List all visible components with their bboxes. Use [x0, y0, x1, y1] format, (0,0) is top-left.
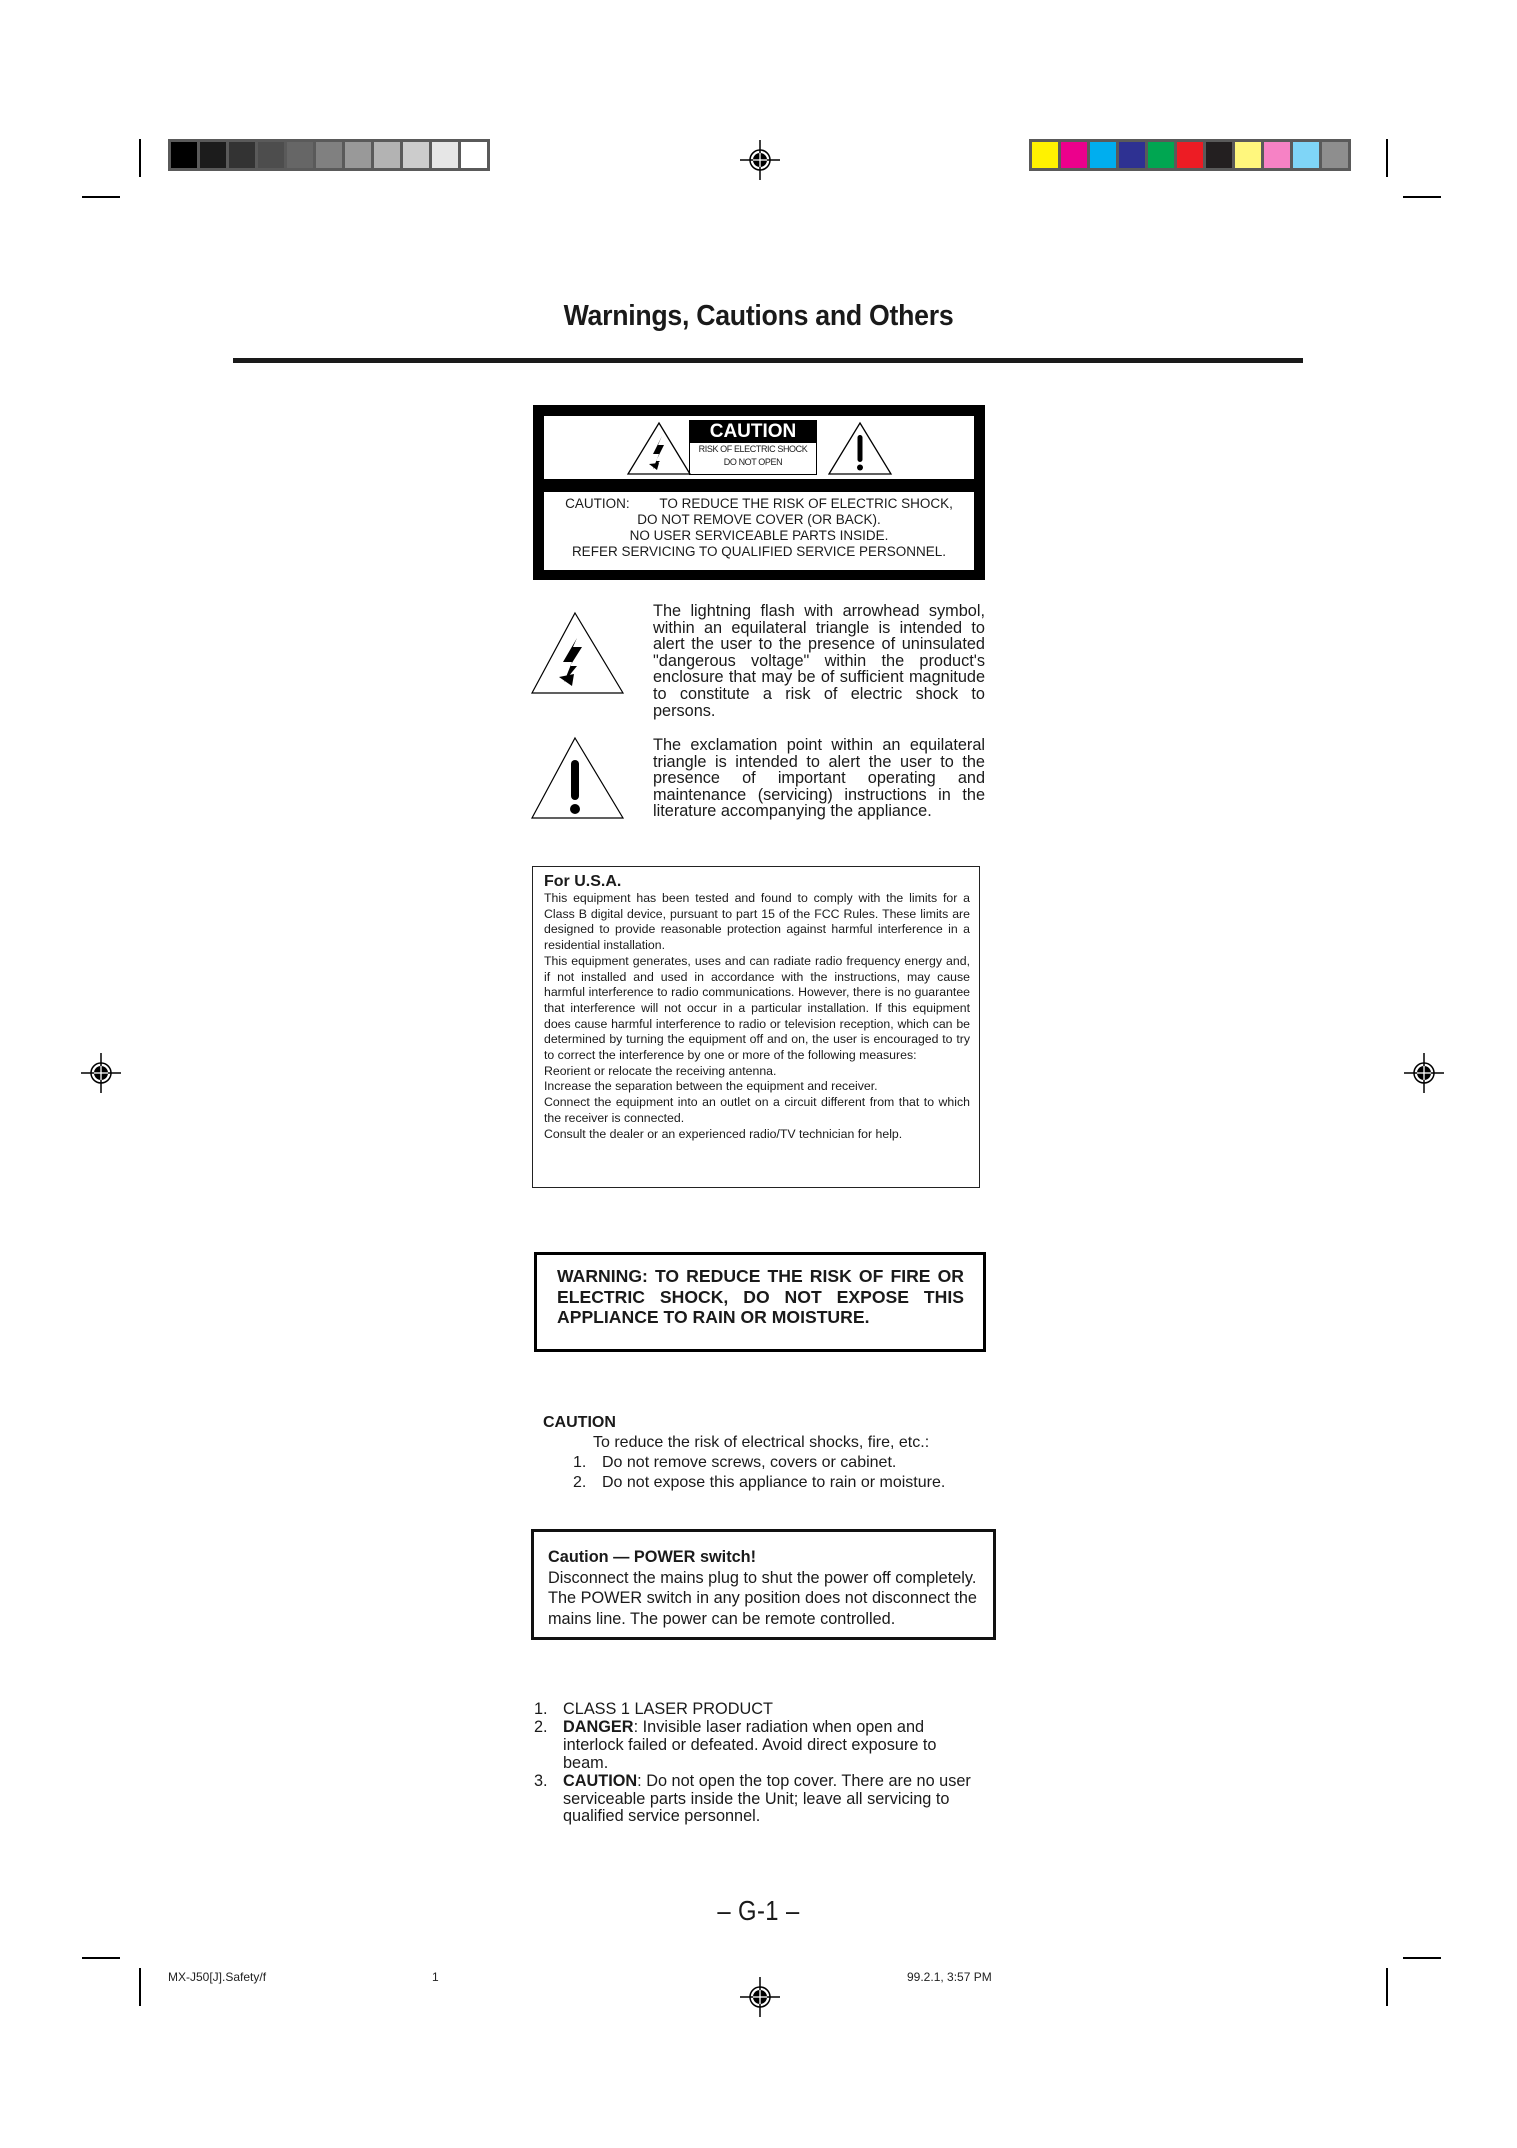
caution-item-text: Do not remove screws, covers or cabinet. — [602, 1454, 897, 1471]
caution-label-line: REFER SERVICING TO QUALIFIED SERVICE PERSONNEL. — [571, 544, 947, 559]
color-swatch — [1177, 142, 1203, 168]
color-swatch — [258, 142, 284, 168]
power-switch-line: The POWER switch in any position does not disconnect the — [548, 1589, 977, 1607]
registration-mark-icon — [81, 1053, 121, 1093]
power-switch-heading: Caution — POWER switch! — [548, 1548, 757, 1566]
laser-item-body: : Invisible laser radiation when open and interlock failed or defeated. Avoid direct exposure to beam. — [563, 1717, 937, 1772]
color-swatch — [1235, 142, 1261, 168]
caution-item-number: 1. — [573, 1454, 587, 1471]
color-swatch — [1119, 142, 1145, 168]
color-swatch — [432, 142, 458, 168]
caution-badge-line: RISK OF ELECTRIC SHOCK — [698, 444, 808, 454]
page-number: – G-1 – — [717, 1895, 800, 1926]
fcc-measure: Increase the separation between the equipment and receiver. — [544, 1079, 878, 1094]
laser-list-item — [534, 1719, 1004, 1773]
footer-filename: MX-J50[J].Safety/f — [168, 1970, 267, 1984]
caution-intro: To reduce the risk of electrical shocks, fire, etc.: — [593, 1434, 930, 1451]
laser-list-item — [534, 1773, 1004, 1827]
laser-item-text — [563, 1773, 993, 1827]
caution-label-text — [544, 492, 974, 570]
registration-mark-icon — [1404, 1053, 1444, 1093]
warning-text: WARNING: TO REDUCE THE RISK OF FIRE OR ELECTRIC SHOCK, DO NOT EXPOSE THIS APPLIANCE TO RAIN OR MOISTURE. — [557, 1266, 964, 1328]
color-swatch — [1148, 142, 1174, 168]
color-swatch — [316, 142, 342, 168]
caution-label-line: DO NOT REMOVE COVER (OR BACK). — [637, 512, 881, 527]
crop-mark — [139, 1968, 141, 2006]
caution-badge-line: DO NOT OPEN — [723, 457, 783, 467]
color-swatch — [1206, 142, 1232, 168]
power-switch-line: Disconnect the mains plug to shut the power off completely. — [548, 1568, 977, 1587]
lightning-warning-icon — [626, 421, 692, 476]
color-swatch — [1090, 142, 1116, 168]
color-swatch — [1032, 142, 1058, 168]
crop-mark — [82, 1957, 120, 1959]
exclamation-triangle-icon — [530, 735, 626, 820]
caution-list-item — [543, 1473, 1003, 1493]
fcc-notice-title: For U.S.A. — [544, 873, 622, 890]
caution-label — [533, 405, 985, 580]
caution-item-text: Do not expose this appliance to rain or moisture. — [602, 1474, 946, 1491]
laser-item-number: 3. — [534, 1771, 548, 1790]
crop-mark — [82, 196, 120, 198]
caution-heading: CAUTION — [543, 1414, 616, 1431]
footer-sheet-number: 1 — [432, 1970, 439, 1984]
color-swatch — [287, 142, 313, 168]
power-switch-caution-box — [531, 1529, 996, 1640]
crop-mark — [1386, 139, 1388, 177]
lightning-triangle-icon — [530, 610, 626, 695]
color-swatch — [374, 142, 400, 168]
caution-label-line: CAUTION: TO REDUCE THE RISK OF ELECTRIC SHOCK, — [565, 496, 953, 511]
fcc-notice-box — [532, 866, 980, 1188]
color-swatch — [200, 142, 226, 168]
laser-item-text — [563, 1701, 773, 1719]
laser-item-keyword: CAUTION — [563, 1771, 638, 1790]
color-swatch — [229, 142, 255, 168]
laser-list-item — [534, 1701, 1004, 1719]
fcc-paragraph: This equipment generates, uses and can radiate radio frequency energy and, if not installed and used in accordance with the instructions, may cause harmful interference to radio communications. However, there is no guarantee that interference will not occur in a particular installation. If this equipment does cause harmful interference to radio or television reception, which can be determined by turning the equipment off and on, the user is encouraged to try to correct the interference by one or more of the following measures: — [544, 953, 970, 1063]
caution-item-number: 2. — [573, 1474, 587, 1491]
color-calibration-bar — [1029, 139, 1351, 171]
registration-mark-icon — [740, 140, 780, 180]
crop-mark — [1386, 1968, 1388, 2006]
crop-mark — [139, 139, 141, 177]
crop-mark — [1403, 196, 1441, 198]
fcc-measure: Connect the equipment into an outlet on a circuit different from that to which the receiver is connected. — [544, 1095, 970, 1125]
lightning-symbol-description: The lightning flash with arrowhead symbol, within an equilateral triangle is intended to alert the user to the presence of uninsulated "dangerous voltage" within the product's enclosure that may be of sufficient magnitude to constitute a risk of electric shock to persons. — [653, 602, 985, 720]
color-swatch — [171, 142, 197, 168]
footer-datetime: 99.2.1, 3:57 PM — [907, 1970, 992, 1984]
color-swatch — [1322, 142, 1348, 168]
caution-list-item — [543, 1453, 1003, 1473]
caution-badge — [689, 420, 817, 475]
caution-badge-title: CAUTION — [690, 421, 816, 443]
power-switch-line: mains line. The power can be remote controlled. — [548, 1609, 896, 1628]
laser-safety-list — [534, 1701, 1004, 1826]
fcc-paragraph: This equipment has been tested and found to comply with the limits for a Class B digital device, pursuant to part 15 of the FCC Rules. These limits are designed to provide reasonable protection against harmful interference in a residential installation. — [544, 891, 970, 953]
fcc-measure: Reorient or relocate the receiving antenna. — [544, 1063, 777, 1078]
laser-item-body: : Do not open the top cover. There are no user serviceable parts inside the Unit; leave all servicing to qualified service personnel. — [563, 1771, 971, 1826]
page-title: Warnings, Cautions and Others — [563, 300, 954, 332]
caution-label-top — [544, 416, 974, 479]
laser-item-number: 1. — [534, 1700, 548, 1718]
exclamation-warning-icon — [827, 421, 893, 476]
color-swatch — [461, 142, 487, 168]
laser-item-keyword: DANGER — [563, 1717, 634, 1736]
color-swatch — [1264, 142, 1290, 168]
laser-item-text — [563, 1719, 973, 1773]
fcc-measure: Consult the dealer or an experienced radio/TV technician for help. — [544, 1126, 903, 1141]
crop-mark — [1403, 1957, 1441, 1959]
exclamation-symbol-description: The exclamation point within an equilateral triangle is intended to alert the user to the presence of important operating and maintenance (servicing) instructions in the literature accompanying the appliance. — [653, 736, 985, 821]
color-swatch — [1061, 142, 1087, 168]
color-swatch — [403, 142, 429, 168]
laser-item-number: 2. — [534, 1717, 548, 1736]
caution-section — [543, 1413, 1003, 1493]
laser-item-body: CLASS 1 LASER PRODUCT — [563, 1700, 773, 1718]
fire-shock-warning-box — [534, 1252, 986, 1352]
color-swatch — [345, 142, 371, 168]
caution-label-line: NO USER SERVICEABLE PARTS INSIDE. — [629, 528, 889, 543]
registration-mark-icon — [740, 1977, 780, 2017]
color-swatch — [1293, 142, 1319, 168]
grayscale-calibration-bar — [168, 139, 490, 171]
title-divider — [233, 358, 1303, 363]
